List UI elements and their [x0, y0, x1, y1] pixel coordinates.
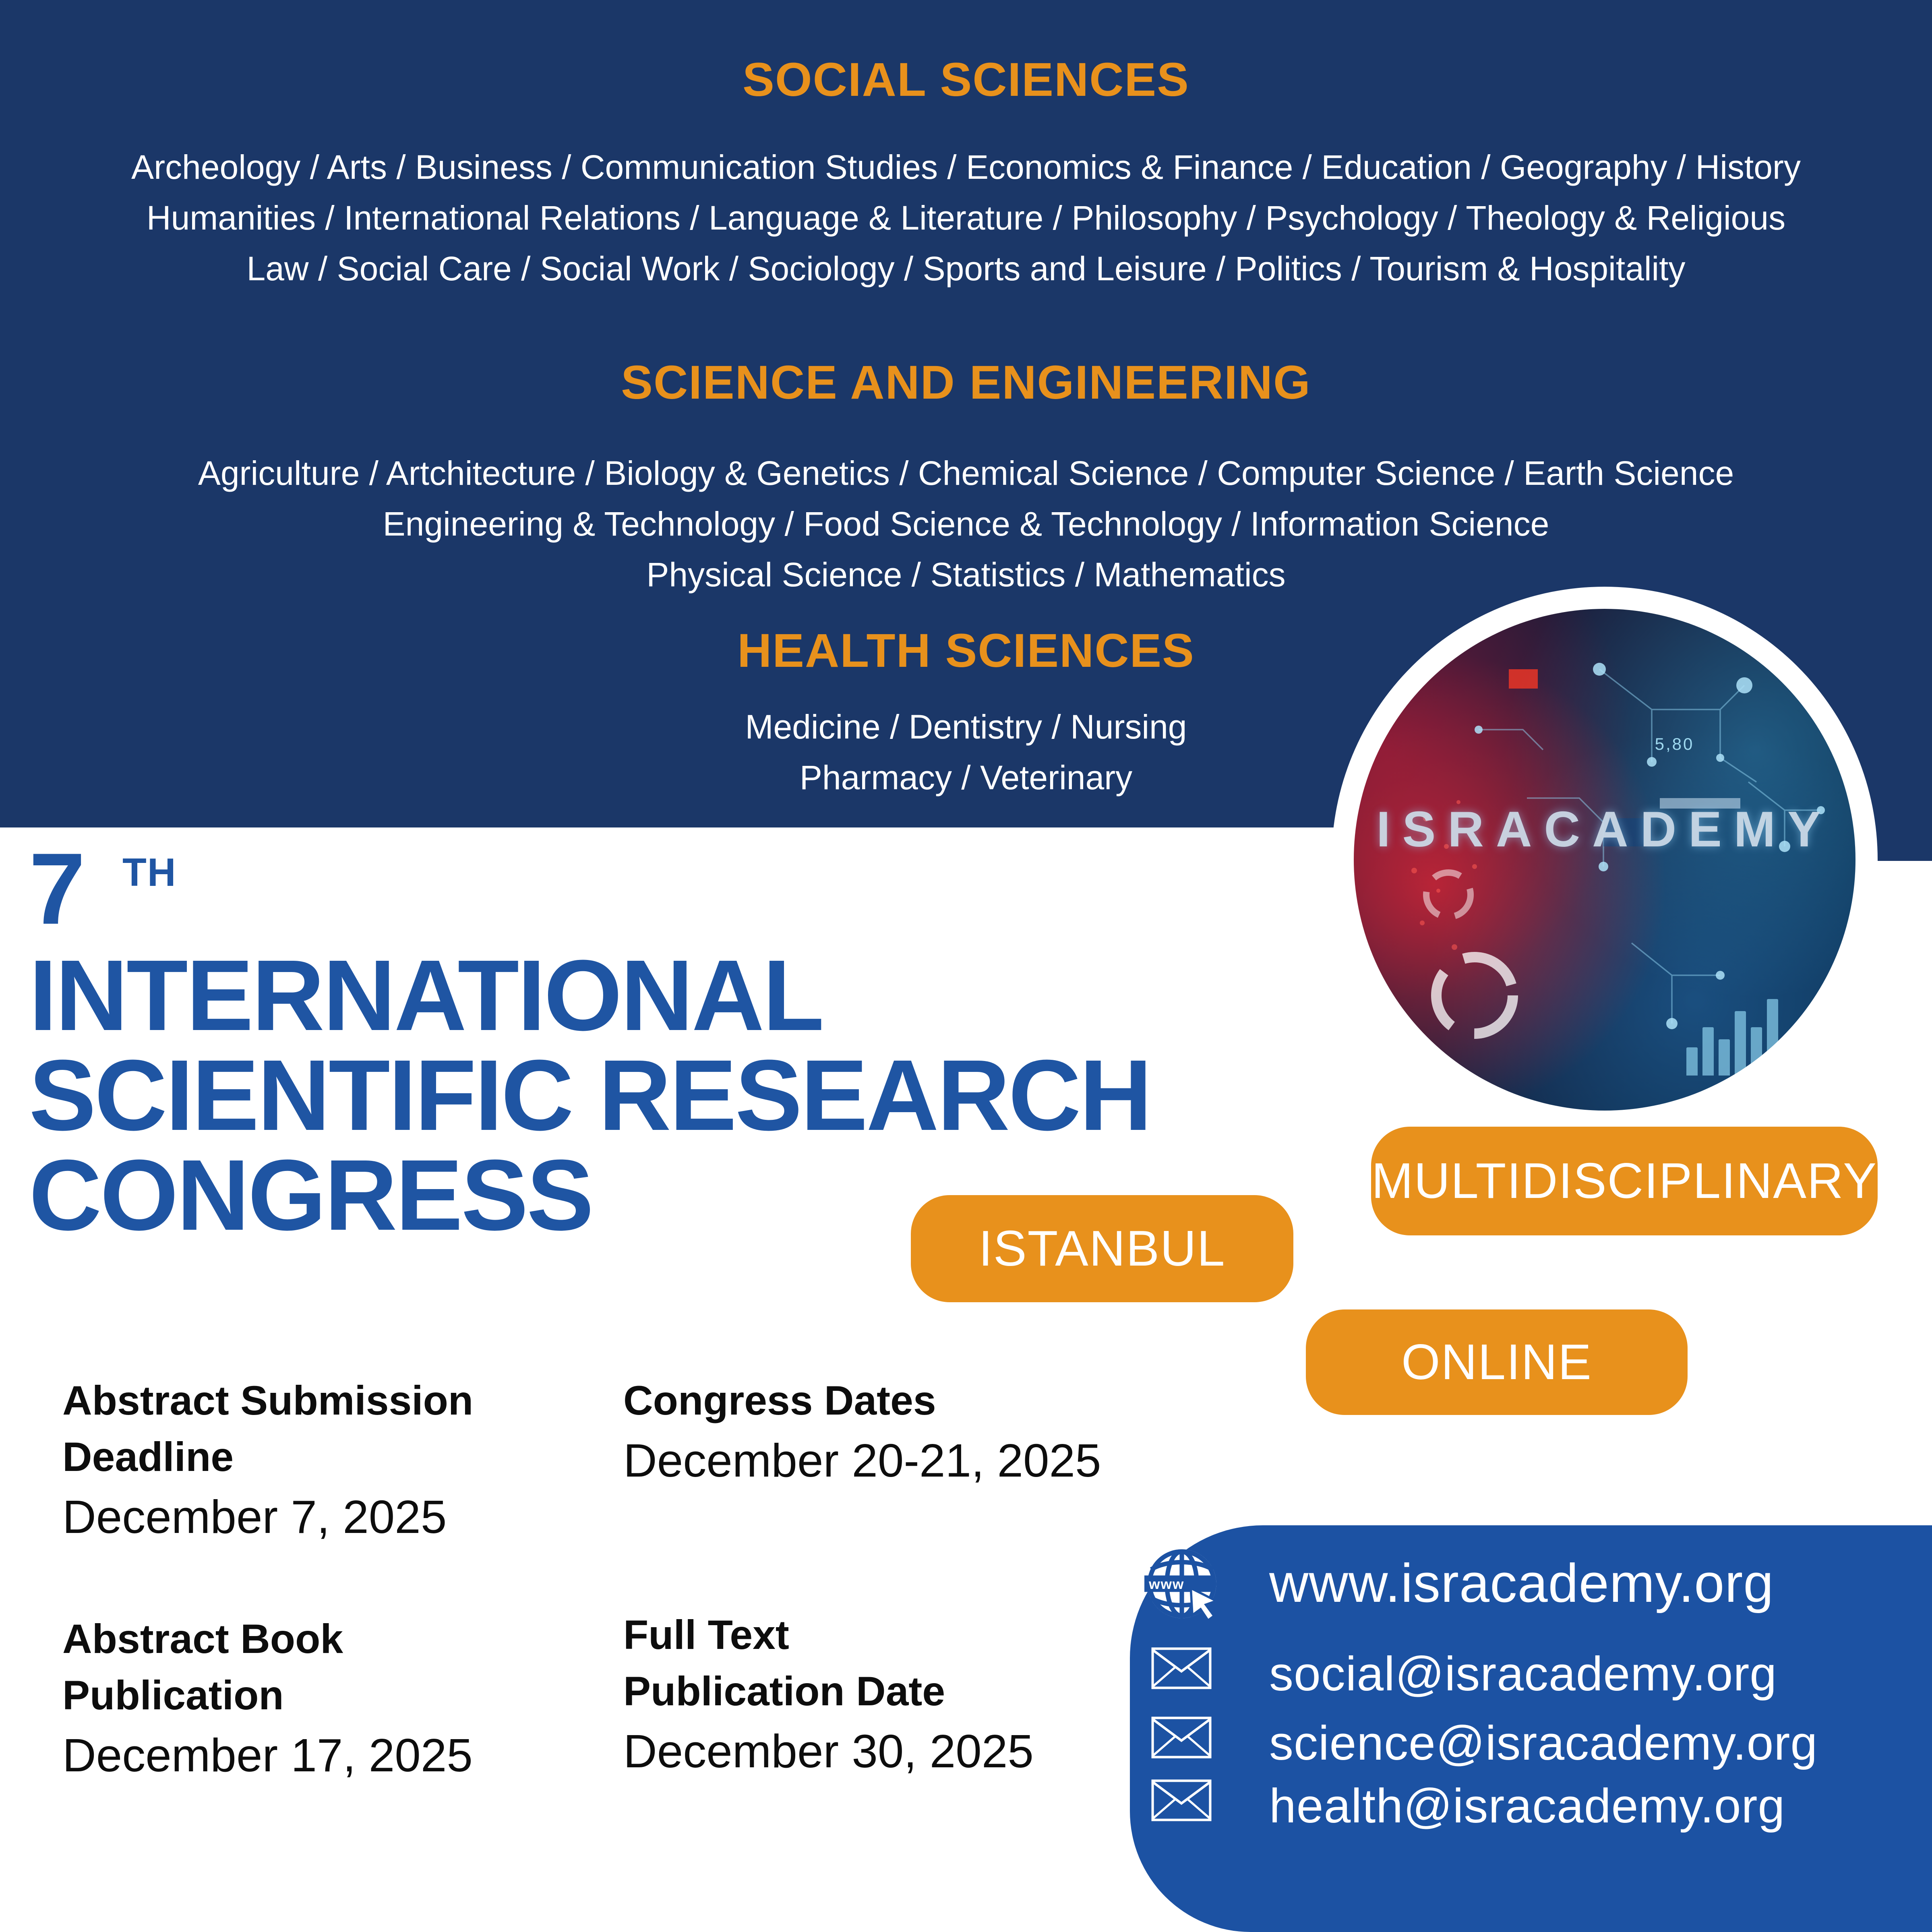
badge-multidisciplinary: MULTIDISCIPLINARY: [1371, 1127, 1878, 1235]
schedule-label-congress-dates: [623, 1372, 936, 1429]
badge-istanbul: ISTANBUL: [911, 1195, 1293, 1302]
discipline-line: Engineering & Technology / Food Science & Technology / Information Science: [383, 505, 1549, 543]
schedule-label-line: Abstract Submission: [62, 1378, 474, 1423]
discipline-list-social: [0, 142, 1932, 294]
discipline-line: Physical Science / Statistics / Mathematics: [646, 556, 1286, 594]
schedule-label-line: Publication: [62, 1672, 284, 1718]
logo-wordmark: ISRACADEMY: [1376, 802, 1833, 858]
email-envelope-icon: [1151, 1715, 1212, 1760]
isracademy-logo-image: [1354, 609, 1855, 1111]
schedule-date-full-text: December 30, 2025: [623, 1725, 1034, 1777]
svg-text:www: www: [1149, 1576, 1185, 1593]
schedule-label-line: Congress Dates: [623, 1378, 936, 1423]
website-globe-icon: [1144, 1546, 1219, 1621]
email-envelope-icon: [1151, 1646, 1212, 1690]
discipline-line: Archeology / Arts / Business / Communication Studies / Economics & Finance / Education / Geography / History: [131, 148, 1801, 186]
email-link-health[interactable]: health@isracademy.org: [1269, 1779, 1785, 1833]
discipline-line: Medicine / Dentistry / Nursing: [745, 708, 1187, 746]
website-link[interactable]: www.isracademy.org: [1269, 1553, 1774, 1613]
schedule-label-line: Publication Date: [623, 1668, 945, 1714]
discipline-line: Humanities / International Relations / Language & Literature / Philosophy / Psychology / Theology & Religious: [146, 199, 1786, 237]
contact-panel: [1130, 1525, 1932, 1932]
email-link-social[interactable]: social@isracademy.org: [1269, 1647, 1777, 1701]
schedule-label-abstract-book: [62, 1611, 343, 1723]
title-line: CONGRESS: [29, 1139, 592, 1251]
edition-block: [29, 832, 177, 945]
section-heading-science-engineering: SCIENCE AND ENGINEERING: [621, 356, 1311, 409]
schedule-label-abstract-submission: [62, 1372, 473, 1485]
discipline-line: Pharmacy / Veterinary: [799, 759, 1133, 796]
section-heading-social-sciences: SOCIAL SCIENCES: [743, 53, 1189, 106]
badge-online: ONLINE: [1306, 1309, 1688, 1415]
title-line: INTERNATIONAL: [29, 939, 823, 1051]
email-envelope-icon: [1151, 1778, 1212, 1822]
discipline-line: Agriculture / Artchitecture / Biology & Genetics / Chemical Science / Computer Science / Earth Science: [198, 454, 1734, 492]
title-line: SCIENTIFIC RESEARCH: [29, 1039, 1151, 1151]
email-link-science[interactable]: science@isracademy.org: [1269, 1716, 1818, 1770]
bar-chart-graphic: [1686, 999, 1810, 1076]
schedule-date-abstract-book: December 17, 2025: [62, 1729, 473, 1781]
discipline-list-science: [0, 448, 1932, 600]
edition-number: 7: [29, 832, 86, 945]
logo-number-label: 5,80: [1655, 734, 1694, 753]
logo-ring: [1332, 587, 1878, 1133]
schedule-label-line: Deadline: [62, 1434, 234, 1480]
discipline-line: Law / Social Care / Social Work / Sociology / Sports and Leisure / Politics / Tourism & Hospitality: [246, 250, 1686, 288]
section-heading-health-sciences: HEALTH SCIENCES: [737, 624, 1195, 677]
schedule-label-line: Abstract Book: [62, 1616, 343, 1662]
schedule-label-full-text: [623, 1607, 945, 1719]
edition-suffix: TH: [122, 850, 177, 894]
schedule-date-congress-dates: December 20-21, 2025: [623, 1434, 1101, 1487]
schedule-date-abstract-submission: December 7, 2025: [62, 1491, 447, 1543]
schedule-label-line: Full Text: [623, 1612, 789, 1658]
